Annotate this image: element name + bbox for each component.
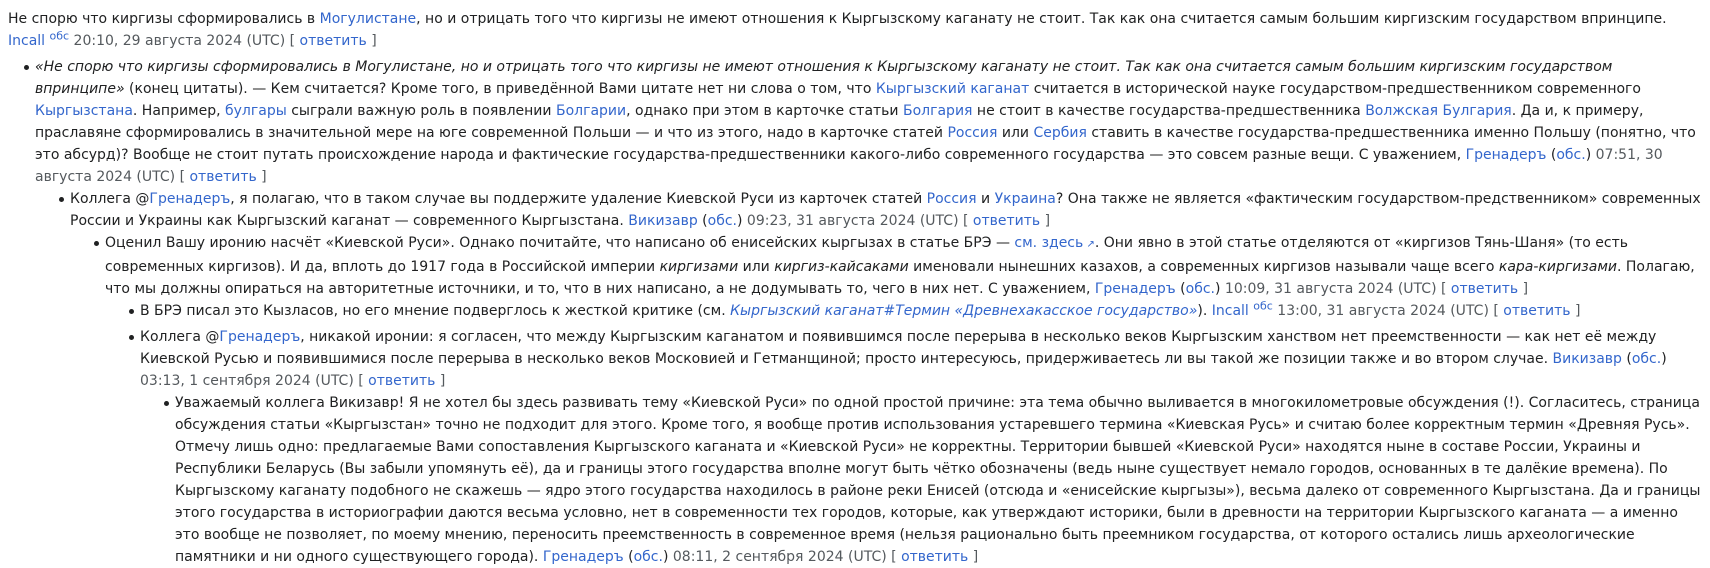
user-link-grenader[interactable]: Гренадеръ bbox=[542, 549, 624, 565]
reply-button[interactable]: ответить bbox=[901, 549, 969, 565]
comment-text: ? Она также не является «фактическим государством-предственником» современных России и Украины как Кыргызский каганат — современного Кыргызстана. bbox=[70, 191, 1701, 229]
link-term-ancient-khakas-state[interactable] bbox=[730, 303, 1197, 319]
reply-bracket-close: ] bbox=[256, 169, 267, 185]
quote-text: «Не спорю что киргизы сформировались в Могулистане, но и отрицать того что киргизы не имеют отношения к Кыргызскому каганату не стоит. Так как она считается самым большим киргизским государством впринципе» bbox=[35, 59, 1613, 97]
user-link-grenader[interactable]: Гренадеръ bbox=[1465, 147, 1547, 163]
user-mention-grenader[interactable]: Гренадеръ bbox=[219, 329, 301, 345]
user-link-vikizavr[interactable]: Викизавр bbox=[1552, 351, 1622, 367]
comment-grenader-2: Оценил Вашу иронию насчёт «Киевской Руси». Однако почитайте, что написано об енисейских кыргызах в статье БРЭ — см. здесь ↗ . Они явно в этой статье отделяются от «киргизов Тянь-Шаня» (то есть современных киргизов). И да, вплоть до 1917 года в Российской империи киргизами или киргиз-кайсаками именовали нынешних казахов, а современных киргизов называли чаще всего кара-киргизами. Полагаю, что мы должны опираться на авторитетные источники, и то, что в них написано, а не додумывать то, чего в них нет. С уважением, Гренадеръ (обс.) 10:09, 31 августа 2024 (UTC) [ ответить ] В БРЭ писал это Кызласов, но его мнение подверглось к жесткой критике (см. Кыргызский каганат#Термин «Древнехакасское государство»). Incall $^{обс}$ 13:00, 31 августа 2024 (UTC) [ ответить ] Коллега @Гренадеръ, никакой иронии: я согласен, что между Кыргызским каганатом и появившимся после перерыва в несколько веков Кыргызским ханством нет преемственности — как нет её между Киевской Русью и появившимися после перерыва в несколько веков Московией и Гетманщиной; просто интересуюсь, придерживаетесь ли вы такой же позиции также и во втором случае. Викизавр (обс.) 03:13, 1 сентября 2024 (UTC) [ ответить ] Уважаемый коллега Викизавр! Я не хотел бы здесь развивать тему «Киевской Руси» по одной простой причине: эта тема обычно выливается в многокилометровые обсуждения (!). Согласитесь, страница обсуждения статьи «Кыргызстан» точно не подходит для этого. Кроме того, я вообще против использования устаревшего термина «Киевская Русь» и считаю более корректным термин «Древняя Русь». Отмечу лишь одно: предлагаемые Вами сопоставления Кыргызского каганата и «Киевской Руси» не корректны. Территории бывшей «Киевской Руси» находятся ныне в составе России, Украины и Республики Беларусь (Вы забыли упомянуть её), да и границы этого государства вполне могут быть чётко обозначены (ведь ныне существует немало городов, основанных в те далёкие времена). По Кыргызскому каганату подобного не скажешь — ядро этого государства находилось в районе реки Енисей (отсюда и «енисейские кыргызы»), весьма далеко от современного Кыргызстана. Да и границы этого государства в историографии даются весьма условно, нет в современности тех городов, которые, как утверждают историки, были в древности на территории Кыргызского каганата — а именно это вообще не позволяет, по моему мнению, переносить преемственность в современное время (нельзя рационально быть преемником государства, от которого остались лишь археологические памятники и ни одного существующего города). Гренадеръ (обс.) 08:11, 2 сентября 2024 (UTC) [ ответить ] bbox=[92, 232, 1702, 568]
comment-text: считается в исторической науке государством-предшественником современного bbox=[1029, 81, 1641, 97]
comment-text: именовали нынешних казахов, а современных киргизов называли чаще всего bbox=[908, 259, 1499, 275]
comment-text: , я полагаю, что в таком случае вы поддержите удаление Киевской Руси из карточек статей bbox=[230, 191, 927, 207]
comment-incall-1 bbox=[8, 8, 1702, 52]
reply-button[interactable]: ответить bbox=[972, 213, 1041, 229]
reply-bracket-close: ] bbox=[1518, 281, 1529, 297]
comment-text: Коллега @ bbox=[70, 191, 150, 207]
user-talk-link[interactable]: обс bbox=[49, 29, 70, 43]
comment-text: или bbox=[997, 125, 1034, 141]
timestamp: 08:11, 2 сентября 2024 (UTC) bbox=[672, 549, 887, 565]
reply-bracket-open: [ bbox=[358, 373, 369, 389]
reply-bracket-open: [ bbox=[1493, 303, 1504, 319]
timestamp: 07:51, 30 августа 2024 (UTC) bbox=[35, 147, 1663, 185]
comment-text: ставить в качестве государства-предшественника именно Польшу (понятно, что это абсурд)? Вообще не стоит путать происхождение народа и фактические государства-предшественники какого-либо современного государства — это совсем разные вещи. С уважением, bbox=[35, 125, 1696, 163]
comment-text: . Да и, к примеру, праславяне сформировались в значительной мере на юге современной Польши — и что из этого, надо в карточке статей bbox=[35, 103, 1644, 141]
comment-text: . Полагаю, что мы должны опираться на авторитетные источники, и то, что в них написано, а не додумывать то, чего в них нет. С уважением, bbox=[105, 259, 1695, 297]
link-volga-bulgaria[interactable]: Волжская Булгария bbox=[1365, 103, 1512, 119]
comment-text: сыграли важную роль в появлении bbox=[286, 103, 556, 119]
comment-incall-2 bbox=[127, 300, 1702, 322]
user-link-incall[interactable]: Incall bbox=[8, 33, 46, 49]
comment-text: , однако при этом в карточке статьи bbox=[626, 103, 903, 119]
reply-bracket-open: [ bbox=[962, 213, 973, 229]
user-talk-link[interactable]: обс. bbox=[633, 549, 663, 565]
reply-bracket-close: ] bbox=[1570, 303, 1581, 319]
reply-bracket-close: ] bbox=[366, 33, 377, 49]
reply-button[interactable]: ответить bbox=[1450, 281, 1519, 297]
reply-list bbox=[35, 188, 1702, 568]
user-talk-link[interactable]: обс. bbox=[707, 213, 737, 229]
timestamp: 09:23, 31 августа 2024 (UTC) bbox=[746, 213, 959, 229]
reply-bracket-open: [ bbox=[891, 549, 902, 565]
reply-button[interactable]: ответить bbox=[189, 169, 257, 185]
comment-vikizavr-1: Коллега @Гренадеръ, я полагаю, что в таком случае вы поддержите удаление Киевской Руси из карточек статей Россия и Украина? Она также не является «фактическим государством-предственником» современных России и Украины как Кыргызский каганат — современного Кыргызстана. Викизавр (обс.) 09:23, 31 августа 2024 (UTC) [ ответить ] Оценил Вашу иронию насчёт «Киевской Руси». Однако почитайте, что написано об енисейских кыргызах в статье БРЭ — см. здесь ↗ . Они явно в этой статье отделяются от «киргизов Тянь-Шаня» (то есть современных киргизов). И да, вплоть до 1917 года в Российской империи киргизами или киргиз-кайсаками именовали нынешних казахов, а современных киргизов называли чаще всего кара-киргизами. Полагаю, что мы должны опираться на авторитетные источники, и то, что в них написано, а не додумывать то, чего в них нет. С уважением, Гренадеръ (обс.) 10:09, 31 августа 2024 (UTC) [ ответить ] В БРЭ писал это Кызласов, но его мнение подверглось к жесткой критике (см. Кыргызский каганат#Термин «Древнехакасское государство»). Incall $^{обс}$ 13:00, 31 августа 2024 (UTC) [ ответить ] Коллега @Гренадеръ, никакой иронии: я согласен, что между Кыргызским каганатом и появившимся после перерыва в несколько веков Кыргызским ханством нет преемственности — как нет её между Киевской Русью и появившимися после перерыва в несколько веков Московией и Гетманщиной; просто интересуюсь, придерживаетесь ли вы такой же позиции также и во втором случае. Викизавр (обс.) 03:13, 1 сентября 2024 (UTC) [ ответить ] Уважаемый коллега Викизавр! Я не хотел бы здесь развивать тему «Киевской Руси» по одной простой причине: эта тема обычно выливается в многокилометровые обсуждения (!). Согласитесь, страница обсуждения статьи «Кыргызстан» точно не подходит для этого. Кроме того, я вообще против использования устаревшего термина «Киевская Русь» и считаю более корректным термин «Древняя Русь». Отмечу лишь одно: предлагаемые Вами сопоставления Кыргызского каганата и «Киевской Руси» не корректны. Территории бывшей «Киевской Руси» находятся ныне в составе России, Украины и Республики Беларусь (Вы забыли упомянуть её), да и границы этого государства вполне могут быть чётко обозначены (ведь ныне существует немало городов, основанных в те далёкие времена). По Кыргызскому каганату подобного не скажешь — ядро этого государства находилось в районе реки Енисей (отсюда и «енисейские кыргызы»), весьма далеко от современного Кыргызстана. Да и границы этого государства в историографии даются весьма условно, нет в современности тех городов, которые, как утверждают историки, были в древности на территории Кыргызского каганата — а именно это вообще не позволяет, по моему мнению, переносить преемственность в современное время (нельзя рационально быть преемником государства, от которого остались лишь археологические памятники и ни одного существующего города). Гренадеръ (обс.) 08:11, 2 сентября 2024 (UTC) [ ответить ] bbox=[57, 188, 1702, 568]
italic-term: киргиз-кайсаками bbox=[774, 259, 909, 275]
link-russia[interactable]: Россия bbox=[926, 191, 977, 207]
timestamp: 13:00, 31 августа 2024 (UTC) bbox=[1277, 303, 1489, 319]
comment-text: ). bbox=[1197, 303, 1212, 319]
comment-text: не стоит в качестве государства-предшественника bbox=[972, 103, 1366, 119]
comment-text: Оценил Вашу иронию насчёт «Киевской Руси». Однако почитайте, что написано об енисейских кыргызах в статье БРЭ — bbox=[105, 235, 1015, 251]
comment-text: , никакой иронии: я согласен, что между Кыргызским каганатом и появившимся после перерыва в несколько веков Кыргызским ханством нет преемственности — как нет её между Киевской Русью и появившимися после перерыва в несколько веков Московией и Гетманщиной; просто интересуюсь, придерживаетесь ли вы такой же позиции также и во втором случае. bbox=[140, 329, 1657, 367]
user-mention-grenader[interactable]: Гренадеръ bbox=[149, 191, 231, 207]
reply-button[interactable]: ответить bbox=[368, 373, 436, 389]
link-russia[interactable]: Россия bbox=[947, 125, 998, 141]
comment-text: (конец цитаты). — Кем считается? Кроме того, в приведённой Вами цитате нет ни слова о том, что bbox=[124, 81, 876, 97]
user-link-grenader[interactable]: Гренадеръ bbox=[1094, 281, 1176, 297]
reply-list bbox=[70, 232, 1702, 568]
reply-bracket-close: ] bbox=[968, 549, 979, 565]
reply-button[interactable]: ответить bbox=[299, 33, 367, 49]
link-ukraine[interactable]: Украина bbox=[994, 191, 1056, 207]
comment-grenader-1: «Не спорю что киргизы сформировались в Могулистане, но и отрицать того что киргизы не имеют отношения к Кыргызскому каганату не стоит. Так как она считается самым большим киргизским государством впринципе» (конец цитаты). — Кем считается? Кроме того, в приведённой Вами цитате нет ни слова о том, что Кыргызский каганат считается в исторической науке государством-предшественником современного Кыргызстана. Например, булгары сыграли важную роль в появлении Болгарии, однако при этом в карточке статьи Болгария не стоит в качестве государства-предшественника Волжская Булгария. Да и, к примеру, праславяне сформировались в значительной мере на юге современной Польши — и что из этого, надо в карточке статей Россия или Сербия ставить в качестве государства-предшественника именно Польшу (понятно, что это абсурд)? Вообще не стоит путать происхождение народа и фактические государства-предшественники какого-либо современного государства — это совсем разные вещи. С уважением, Гренадеръ (обс.) 07:51, 30 августа 2024 (UTC) [ ответить ] Коллега @Гренадеръ, я полагаю, что в таком случае вы поддержите удаление Киевской Руси из карточек статей Россия и Украина? Она также не является «фактическим государством-предственником» современных России и Украины как Кыргызский каганат — современного Кыргызстана. Викизавр (обс.) 09:23, 31 августа 2024 (UTC) [ ответить ] Оценил Вашу иронию насчёт «Киевской Руси». Однако почитайте, что написано об енисейских кыргызах в статье БРЭ — см. здесь ↗ . Они явно в этой статье отделяются от «киргизов Тянь-Шаня» (то есть современных киргизов). И да, вплоть до 1917 года в Российской империи киргизами или киргиз-кайсаками именовали нынешних казахов, а современных киргизов называли чаще всего кара-киргизами. Полагаю, что мы должны опираться на авторитетные источники, и то, что в них написано, а не додумывать то, чего в них нет. С уважением, Гренадеръ (обс.) 10:09, 31 августа 2024 (UTC) [ ответить ] В БРЭ писал это Кызласов, но его мнение подверглось к жесткой критике (см. Кыргызский каганат#Термин «Древнехакасское государство»). Incall $^{обс}$ 13:00, 31 августа 2024 (UTC) [ ответить ] Коллега @Гренадеръ, никакой иронии: я согласен, что между Кыргызским каганатом и появившимся после перерыва в несколько веков Кыргызским ханством нет преемственности — как нет её между Киевской Русью и появившимися после перерыва в несколько веков Московией и Гетманщиной; просто интересуюсь, придерживаетесь ли вы такой же позиции также и во втором случае. Викизавр (обс.) 03:13, 1 сентября 2024 (UTC) [ ответить ] Уважаемый коллега Викизавр! Я не хотел бы здесь развивать тему «Киевской Руси» по одной простой причине: эта тема обычно выливается в многокилометровые обсуждения (!). Согласитесь, страница обсуждения статьи «Кыргызстан» точно не подходит для этого. Кроме того, я вообще против использования устаревшего термина «Киевская Русь» и считаю более корректным термин «Древняя Русь». Отмечу лишь одно: предлагаемые Вами сопоставления Кыргызского каганата и «Киевской Руси» не корректны. Территории бывшей «Киевской Руси» находятся ныне в составе России, Украины и Республики Беларусь (Вы забыли упомянуть её), да и границы этого государства вполне могут быть чётко обозначены (ведь ныне существует немало городов, основанных в те далёкие времена). По Кыргызскому каганату подобного не скажешь — ядро этого государства находилось в районе реки Енисей (отсюда и «енисейские кыргызы»), весьма далеко от современного Кыргызстана. Да и границы этого государства в историографии даются весьма условно, нет в современности тех городов, которые, как утверждают историки, были в древности на территории Кыргызского каганата — а именно это вообще не позволяет, по моему мнению, переносить преемственность в современное время (нельзя рационально быть преемником государства, от которого остались лишь археологические памятники и ни одного существующего города). Гренадеръ (обс.) 08:11, 2 сентября 2024 (UTC) [ ответить ] bbox=[22, 56, 1702, 568]
italic-term: киргизами bbox=[659, 259, 739, 275]
reply-button[interactable]: ответить bbox=[1503, 303, 1571, 319]
user-link-incall[interactable]: Incall bbox=[1211, 303, 1249, 319]
reply-bracket-close: ] bbox=[1040, 213, 1051, 229]
timestamp: 20:10, 29 августа 2024 (UTC) bbox=[73, 33, 286, 49]
user-talk-link[interactable]: обс bbox=[1253, 299, 1273, 313]
reply-bracket-close: ] bbox=[435, 373, 446, 389]
user-talk-link[interactable]: обс. bbox=[1556, 147, 1586, 163]
comment-text: , но и отрицать того что киргизы не имеют отношения к Кыргызскому каганату не стоит. Так как она считается самым большим киргизским государством впринципе. bbox=[416, 11, 1667, 27]
italic-term: кара-киргизами bbox=[1498, 259, 1617, 275]
comment-text: или bbox=[738, 259, 775, 275]
comment-text: . Например, bbox=[132, 103, 226, 119]
external-link-bre[interactable]: см. здесь ↗ bbox=[1014, 235, 1094, 251]
comment-text: Уважаемый коллега Викизавр! Я не хотел бы здесь развивать тему «Киевской Руси» по одной простой причине: эта тема обычно выливается в многокилометровые обсуждения (!). Согласитесь, страница обсуждения статьи «Кыргызстан» точно не подходит для этого. Кроме того, я вообще против использования устаревшего термина «Киевская Русь» и считаю более корректным термин «Древняя Русь». Отмечу лишь одно: предлагаемые Вами сопоставления Кыргызского каганата и «Киевской Руси» не корректны. Территории бывшей «Киевской Руси» находятся ныне в составе России, Украины и Республики Беларусь (Вы забыли упомянуть её), да и границы этого государства вполне могут быть чётко обозначены (ведь ныне существует немало городов, основанных в те далёкие времена). По Кыргызскому каганату подобного не скажешь — ядро этого государства находилось в районе реки Енисей (отсюда и «енисейские кыргызы»), весьма далеко от современного Кыргызстана. Да и границы этого государства в историографии даются весьма условно, нет в современности тех городов, которые, как утверждают историки, были в древности на территории Кыргызского каганата — а именно это вообще не позволяет, по моему мнению, переносить преемственность в современное время (нельзя рационально быть преемником государства, от которого остались лишь археологические памятники и ни одного существующего города). bbox=[175, 395, 1701, 565]
user-link-vikizavr[interactable]: Викизавр bbox=[628, 213, 698, 229]
comment-vikizavr-2: Коллега @Гренадеръ, никакой иронии: я согласен, что между Кыргызским каганатом и появившимся после перерыва в несколько веков Кыргызским ханством нет преемственности — как нет её между Киевской Русью и появившимися после перерыва в несколько веков Московией и Гетманщиной; просто интересуюсь, придерживаетесь ли вы такой же позиции также и во втором случае. Викизавр (обс.) 03:13, 1 сентября 2024 (UTC) [ ответить ] Уважаемый коллега Викизавр! Я не хотел бы здесь развивать тему «Киевской Руси» по одной простой причине: эта тема обычно выливается в многокилометровые обсуждения (!). Согласитесь, страница обсуждения статьи «Кыргызстан» точно не подходит для этого. Кроме того, я вообще против использования устаревшего термина «Киевская Русь» и считаю более корректным термин «Древняя Русь». Отмечу лишь одно: предлагаемые Вами сопоставления Кыргызского каганата и «Киевской Руси» не корректны. Территории бывшей «Киевской Руси» находятся ныне в составе России, Украины и Республики Беларусь (Вы забыли упомянуть её), да и границы этого государства вполне могут быть чётко обозначены (ведь ныне существует немало городов, основанных в те далёкие времена). По Кыргызскому каганату подобного не скажешь — ядро этого государства находилось в районе реки Енисей (отсюда и «енисейские кыргызы»), весьма далеко от современного Кыргызстана. Да и границы этого государства в историографии даются весьма условно, нет в современности тех городов, которые, как утверждают историки, были в древности на территории Кыргызского каганата — а именно это вообще не позволяет, по моему мнению, переносить преемственность в современное время (нельзя рационально быть преемником государства, от которого остались лишь археологические памятники и ни одного существующего города). Гренадеръ (обс.) 08:11, 2 сентября 2024 (UTC) [ ответить ] bbox=[127, 326, 1702, 568]
reply-bracket-open: [ bbox=[289, 33, 300, 49]
link-kyrgyz-khaganate[interactable]: Кыргызский каганат bbox=[875, 81, 1030, 97]
link-label: Кыргызский каганат#Термин «Древнехакасское государство» bbox=[730, 303, 1198, 319]
link-bulgaria-genitive[interactable]: Болгарии bbox=[555, 103, 627, 119]
comment-text: Коллега @ bbox=[140, 329, 220, 345]
comment-text: Не спорю что киргизы сформировались в bbox=[8, 11, 320, 27]
reply-list bbox=[105, 300, 1702, 568]
reply-bracket-open: [ bbox=[1440, 281, 1451, 297]
comment-grenader-3: Уважаемый коллега Викизавр! Я не хотел бы здесь развивать тему «Киевской Руси» по одной простой причине: эта тема обычно выливается в многокилометровые обсуждения (!). Согласитесь, страница обсуждения статьи «Кыргызстан» точно не подходит для этого. Кроме того, я вообще против использования устаревшего термина «Киевская Русь» и считаю более корректным термин «Древняя Русь». Отмечу лишь одно: предлагаемые Вами сопоставления Кыргызского каганата и «Киевской Руси» не корректны. Территории бывшей «Киевской Руси» находятся ныне в составе России, Украины и Республики Беларусь (Вы забыли упомянуть её), да и границы этого государства вполне могут быть чётко обозначены (ведь ныне существует немало городов, основанных в те далёкие времена). По Кыргызскому каганату подобного не скажешь — ядро этого государства находилось в районе реки Енисей (отсюда и «енисейские кыргызы»), весьма далеко от современного Кыргызстана. Да и границы этого государства в историографии даются весьма условно, нет в современности тех городов, которые, как утверждают историки, были в древности на территории Кыргызского каганата — а именно это вообще не позволяет, по моему мнению, переносить преемственность в современное время (нельзя рационально быть преемником государства, от которого остались лишь археологические памятники и ни одного существующего города). Гренадеръ (обс.) 08:11, 2 сентября 2024 (UTC) [ ответить ] bbox=[162, 392, 1702, 568]
link-serbia[interactable]: Сербия bbox=[1033, 125, 1087, 141]
timestamp: 10:09, 31 августа 2024 (UTC) bbox=[1224, 281, 1437, 297]
reply-bracket-open: [ bbox=[179, 169, 190, 185]
link-bulgars[interactable]: булгары bbox=[225, 103, 287, 119]
link-bulgaria[interactable]: Болгария bbox=[903, 103, 973, 119]
link-kyrgyzstan[interactable]: Кыргызстана bbox=[35, 103, 133, 119]
link-mogulistan[interactable]: Могулистане bbox=[319, 11, 417, 27]
reply-list bbox=[140, 392, 1702, 568]
comment-text: и bbox=[976, 191, 995, 207]
timestamp: 03:13, 1 сентября 2024 (UTC) bbox=[140, 373, 354, 389]
reply-list bbox=[8, 56, 1702, 568]
user-talk-link[interactable]: обс. bbox=[1631, 351, 1662, 367]
comment-text: . Они явно в этой статье отделяются от «киргизов Тянь-Шаня» (то есть современных киргизов). И да, вплоть до 1917 года в Российской империи bbox=[105, 235, 1629, 275]
comment-text: В БРЭ писал это Кызласов, но его мнение подверглось к жесткой критике (см. bbox=[140, 303, 731, 319]
user-talk-link[interactable]: обс. bbox=[1185, 281, 1215, 297]
